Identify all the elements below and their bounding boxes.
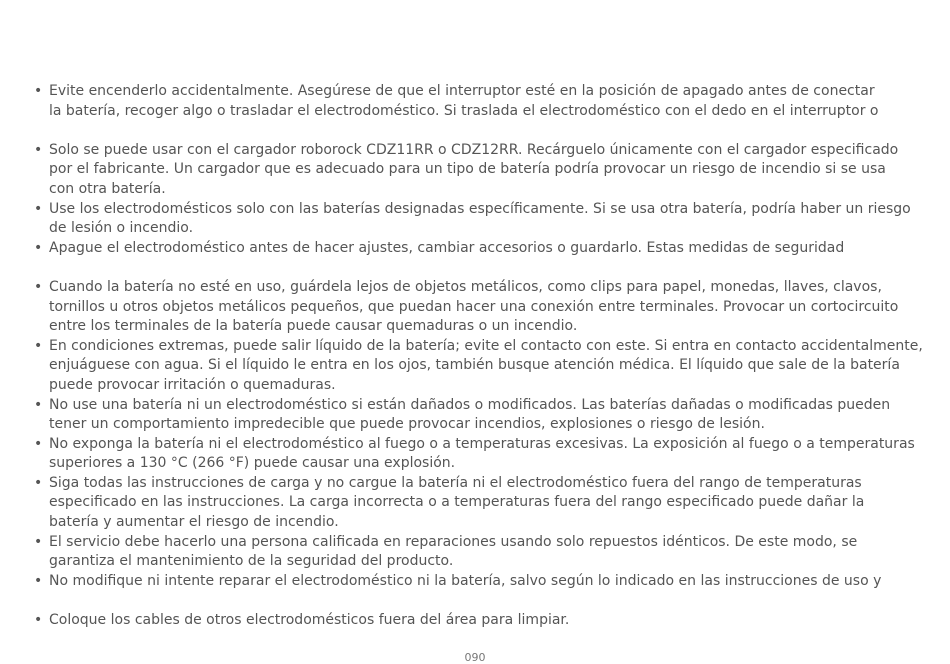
bullet-icon: •: [34, 200, 43, 217]
safety-instructions-list: [34, 82, 924, 631]
page-number: 090: [464, 651, 486, 664]
bullet-icon: •: [34, 278, 43, 295]
list-item-text-line: Apague el electrodoméstico antes de hacer ajustes, cambiar accesorios o guardarlo. Estas medidas de seguridad: [49, 239, 845, 256]
list-item: [34, 278, 924, 337]
list-item-text-line: por el fabricante. Un cargador que es adecuado para un tipo de batería podría provocar un riesgo de incendio si se usa: [49, 161, 886, 178]
list-item-text-line: enjuáguese con agua. Si el líquido le entra en los ojos, también busque atención médica. El líquido que sale de la batería: [49, 357, 900, 374]
list-item-text-line: No exponga la batería ni el electrodoméstico al fuego o a temperaturas excesivas. La exposición al fuego o a temperaturas: [49, 435, 915, 452]
list-item-text-line: con otra batería.: [49, 180, 166, 197]
bullet-icon: •: [34, 337, 43, 354]
bullet-icon: •: [34, 83, 43, 99]
list-item-text-line: El servicio debe hacerlo una persona calificada en reparaciones usando solo repuestos idénticos. De este modo, se: [49, 533, 858, 550]
list-item: [34, 239, 924, 259]
bullet-icon: •: [34, 396, 43, 413]
bullet-icon: •: [34, 141, 43, 158]
list-item-text-line: entre los terminales de la batería puede causar quemaduras o un incendio.: [49, 318, 578, 335]
list-item-text-line: de lesión o incendio.: [49, 220, 194, 237]
list-item: [34, 572, 924, 592]
list-item-text-line: No use una batería ni un electrodoméstico si están dañados o modificados. Las baterías dañadas o modificadas pueden: [49, 396, 891, 413]
list-item-text-line: especificado en las instrucciones. La carga incorrecta o a temperaturas fuera del rango especificado puede dañar la: [49, 494, 865, 511]
list-item-text-line: garantiza el mantenimiento de la seguridad del producto.: [49, 553, 454, 570]
list-item-text-line: batería y aumentar el riesgo de incendio.: [49, 514, 339, 531]
list-item: [34, 141, 924, 200]
list-item-text-line: Use los electrodomésticos solo con las baterías designadas específicamente. Si se usa otra batería, podría haber un riesgo: [49, 200, 911, 217]
list-item: [34, 337, 924, 396]
list-item-text-line: Evite encenderlo accidentalmente. Asegúrese de que el interruptor esté en la posición de apagado antes de conectar: [49, 83, 875, 99]
bullet-icon: •: [34, 612, 43, 629]
bullet-icon: •: [34, 474, 43, 491]
list-item: [34, 200, 924, 239]
list-item-text-line: Solo se puede usar con el cargador roborock CDZ11RR o CDZ12RR. Recárguelo únicamente con el cargador especificado: [49, 141, 899, 158]
list-item-text-line: No modifique ni intente reparar el electrodoméstico ni la batería, salvo según lo indicado en las instrucciones de uso y: [49, 572, 882, 589]
list-item: [34, 82, 924, 121]
bullet-icon: •: [34, 435, 43, 452]
bullet-icon: •: [34, 239, 43, 256]
list-item: [34, 435, 924, 474]
list-item-text-line: tornillos u otros objetos metálicos pequeños, que puedan hacer una conexión entre terminales. Provocar un cortocircuito: [49, 298, 899, 315]
list-item-text-line: la batería, recoger algo o trasladar el electrodoméstico. Si traslada el electrodoméstico con el dedo en el interruptor o: [49, 102, 879, 119]
list-item-text-line: Cuando la batería no esté en uso, guárdela lejos de objetos metálicos, como clips para papel, monedas, llaves, clavos,: [49, 278, 882, 295]
list-item-text-line: Coloque los cables de otros electrodomésticos fuera del área para limpiar.: [49, 612, 570, 629]
list-item-text-line: En condiciones extremas, puede salir líquido de la batería; evite el contacto con este. Si entra en contacto accidentalmente,: [49, 337, 923, 354]
list-item-text-line: superiores a 130 °C (266 °F) puede causar una explosión.: [49, 455, 456, 472]
list-item-text-line: Siga todas las instrucciones de carga y no cargue la batería ni el electrodoméstico fuera del rango de temperaturas: [49, 474, 862, 491]
list-item-text-line: puede provocar irritación o quemaduras.: [49, 376, 336, 393]
bullet-icon: •: [34, 572, 43, 589]
list-item: [34, 474, 924, 533]
list-item: [34, 611, 924, 631]
list-item-text-line: tener un comportamiento impredecible que puede provocar incendios, explosiones o riesgo de lesión.: [49, 416, 765, 433]
list-item: [34, 396, 924, 435]
list-item: [34, 533, 924, 572]
bullet-icon: •: [34, 533, 43, 550]
